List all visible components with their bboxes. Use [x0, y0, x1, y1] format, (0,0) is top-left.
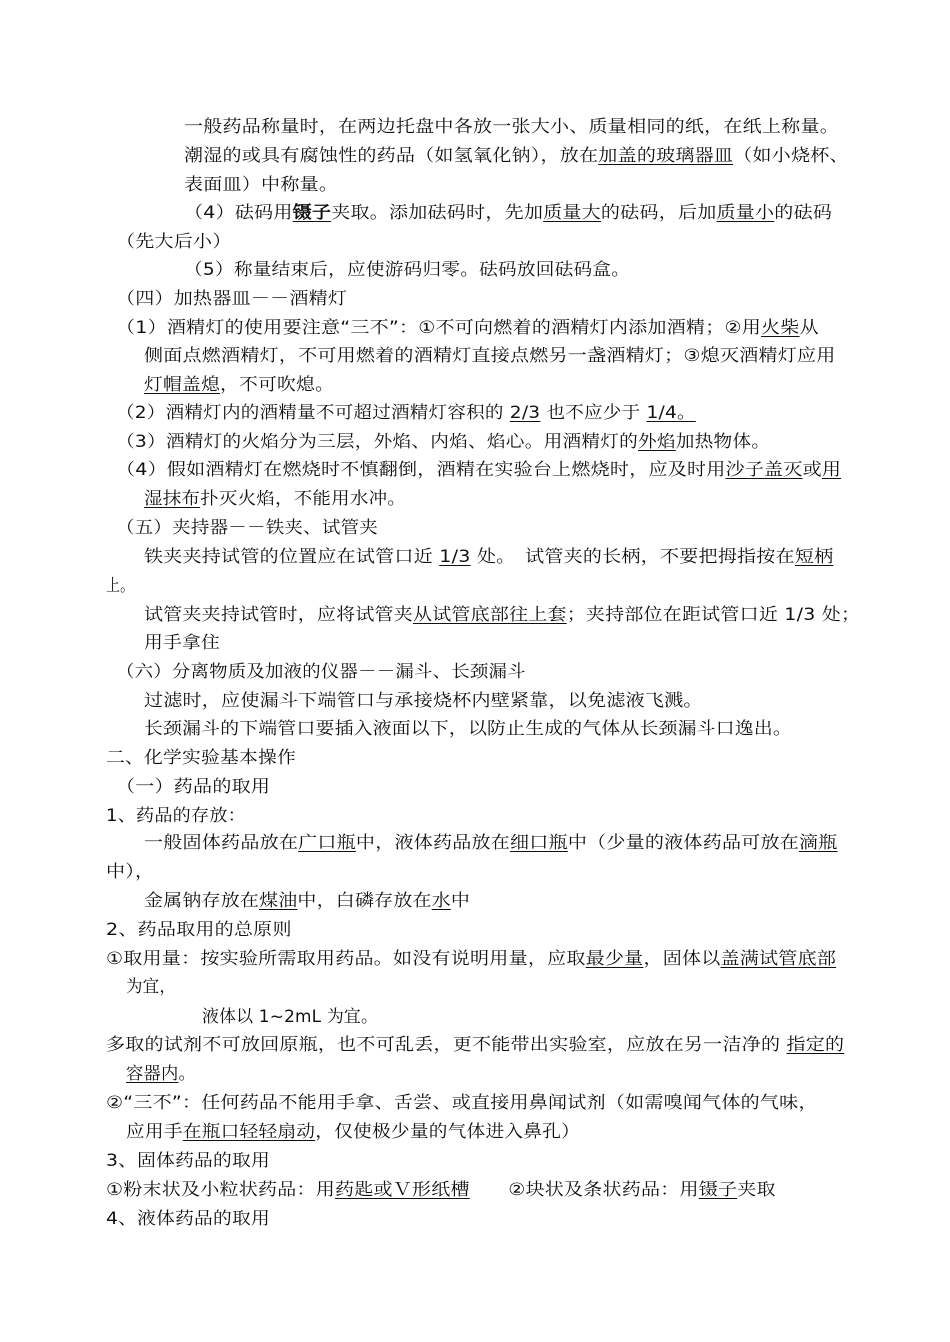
- text-segment: （如小烧杯、: [733, 146, 849, 166]
- text-line: [106, 805, 246, 827]
- text-segment: 应用手: [126, 1122, 183, 1142]
- text-line: [116, 517, 378, 539]
- text-segment: 金属钠存放在: [144, 891, 260, 911]
- text-line: [106, 919, 292, 941]
- text-segment: 夹取: [737, 1180, 776, 1200]
- text-segment: （2）酒精灯内的酒精量不可超过酒精灯容积的: [116, 403, 510, 423]
- text-line: [144, 604, 860, 626]
- text-segment: 用手拿住: [144, 633, 220, 653]
- text-line: [144, 546, 833, 568]
- text-segment: （一）药品的取用: [116, 777, 271, 797]
- underlined-text: 质量小: [716, 203, 775, 223]
- text-segment: （1）酒精灯的使用要注意“三不”：①不可向燃着的酒精灯内添加酒精；②用: [116, 318, 762, 338]
- text-line: [126, 1121, 580, 1143]
- text-line: [184, 145, 849, 167]
- text-segment: （5）称量结束后，应使游码归零。砝码放回砝码盒。: [184, 260, 631, 280]
- text-line: [144, 632, 220, 654]
- underlined-text: 从试管底部往上套: [412, 605, 567, 625]
- text-line: [144, 890, 470, 912]
- text-segment: ②块状及条状药品：用: [469, 1180, 699, 1200]
- text-line: [126, 976, 176, 998]
- text-segment: 处。 试管夹的长柄，不要把拇指按在: [470, 547, 795, 567]
- text-line: [144, 690, 703, 712]
- text-segment: ①粉末状及小粒状药品：用: [106, 1180, 335, 1200]
- text-line: [144, 488, 406, 510]
- text-segment: ，固体以: [643, 949, 721, 969]
- text-line: [106, 1092, 818, 1114]
- text-line: [144, 718, 792, 740]
- text-line: [116, 231, 232, 253]
- text-line: [106, 1034, 844, 1056]
- text-segment: 4、液体药品的取用: [106, 1209, 270, 1229]
- text-segment: （六）分离物质及加液的仪器－－漏斗、长颈漏斗: [116, 662, 526, 682]
- text-segment: 试管夹夹持试管时，应将试管夹: [144, 605, 413, 625]
- underlined-text: 湿抹布: [144, 489, 201, 509]
- text-segment: （4）假如酒精灯在燃烧时不慎翻倒，酒精在实验台上燃烧时，应及时用: [116, 460, 726, 480]
- text-line: [202, 1006, 378, 1028]
- underlined-text: 盖满试管底部: [720, 949, 837, 969]
- text-segment: 为宜，: [126, 977, 177, 997]
- text-segment: ，不可吹熄。: [220, 375, 335, 395]
- text-line: [116, 431, 770, 453]
- underlined-text: 1/4。: [646, 403, 696, 423]
- underlined-text: 火柴: [761, 318, 800, 338]
- underlined-text: 指定的: [786, 1035, 845, 1055]
- underlined-text: 镊子: [292, 203, 332, 223]
- text-line: [184, 202, 832, 224]
- underlined-text: 滴瓶: [799, 833, 838, 853]
- underlined-text: 外焰: [638, 432, 676, 452]
- text-segment: 的砝码，后加: [600, 203, 717, 223]
- text-segment: ，仅使极少量的气体进入鼻孔）: [315, 1122, 581, 1142]
- text-segment: 侧面点燃酒精灯，不可用燃着的酒精灯直接点燃另一盏酒精灯；③熄灭酒精灯应用: [144, 346, 836, 366]
- text-segment: 1、药品的存放：: [106, 806, 246, 826]
- text-segment: 中），: [106, 862, 155, 882]
- text-line: [106, 1150, 270, 1172]
- text-line: [116, 288, 347, 310]
- text-line: [116, 661, 526, 683]
- underlined-text: 1/3: [439, 547, 471, 567]
- text-line: [116, 317, 819, 339]
- text-segment: 潮湿的或具有腐蚀性的药品（如氢氧化钠），放在: [184, 146, 599, 166]
- underlined-text: 镊子: [698, 1180, 738, 1200]
- underlined-text: 广口瓶: [298, 833, 356, 853]
- text-line: [106, 948, 836, 970]
- text-segment: 中（少量的液体药品可放在: [567, 833, 800, 853]
- underlined-text: 加盖的玻璃器皿: [598, 146, 734, 166]
- text-segment: 液体以 1~2mL 为宜。: [202, 1007, 379, 1027]
- text-segment: 中: [450, 891, 471, 911]
- text-segment: （四）加热器皿－－酒精灯: [116, 289, 348, 309]
- text-segment: 上。: [106, 576, 135, 596]
- text-segment: 从: [799, 318, 819, 338]
- text-line: [126, 1063, 196, 1085]
- text-segment: ①取用量：按实验所需取用药品。如没有说明用量，应取: [106, 949, 586, 969]
- text-line: [116, 402, 696, 424]
- text-line: [184, 259, 630, 281]
- underlined-text: 容器内: [126, 1064, 179, 1084]
- text-segment: 中，液体药品放在: [355, 833, 511, 853]
- text-line: [144, 345, 836, 367]
- text-segment: 的砝码: [774, 203, 833, 223]
- text-segment: （3）酒精灯的火焰分为三层，外焰、内焰、焰心。用酒精灯的: [116, 432, 639, 452]
- text-segment: ②“三不”：任何药品不能用手拿、舌尝、或直接用鼻闻试剂（如需嗅闻气体的气味，: [106, 1093, 818, 1113]
- text-segment: 二、化学实验基本操作: [106, 748, 297, 768]
- text-segment: 也不应少于: [540, 403, 647, 423]
- text-segment: 一般固体药品放在: [144, 833, 299, 853]
- text-segment: 表面皿）中称量。: [184, 175, 339, 195]
- text-line: [106, 1208, 270, 1230]
- text-line: [144, 832, 838, 854]
- underlined-text: 在瓶口轻轻扇动: [182, 1122, 316, 1142]
- underlined-text: 短柄: [794, 547, 834, 567]
- text-segment: （五）夹持器－－铁夹、试管夹: [116, 518, 379, 538]
- text-segment: 扑灭火焰，不能用水冲。: [200, 489, 407, 509]
- underlined-text: 用: [821, 460, 842, 480]
- text-segment: 长颈漏斗的下端管口要插入液面以下，以防止生成的气体从长颈漏斗口逸出。: [144, 719, 792, 739]
- underlined-text: 质量大: [543, 203, 601, 223]
- underlined-text: 灯帽盖熄: [144, 375, 221, 395]
- text-line: [184, 116, 839, 138]
- text-line: [116, 776, 270, 798]
- text-segment: 或: [802, 460, 822, 480]
- text-line: [116, 459, 841, 481]
- underlined-text: 最少量: [585, 949, 644, 969]
- underlined-text: 细口瓶: [510, 833, 568, 853]
- text-segment: 加热物体。: [675, 432, 771, 452]
- text-line: [106, 747, 296, 769]
- text-line: [184, 174, 338, 196]
- underlined-text: 药匙或Ｖ形纸槽: [334, 1180, 470, 1200]
- text-segment: 铁夹夹持试管的位置应在试管口近: [144, 547, 440, 567]
- text-line: [106, 1179, 776, 1201]
- text-segment: 中，白磷存放在: [297, 891, 432, 911]
- text-segment: 2、药品取用的总原则: [106, 920, 292, 940]
- text-segment: 多取的试剂不可放回原瓶，也不可乱丢，更不能带出实验室，应放在另一洁净的: [106, 1035, 787, 1055]
- text-segment: 过滤时，应使漏斗下端管口与承接烧杯内壁紧靠，以免滤液飞溅。: [144, 691, 703, 711]
- text-segment: （先大后小）: [116, 232, 232, 252]
- underlined-text: 沙子盖灭: [725, 460, 803, 480]
- text-line: [106, 861, 154, 883]
- text-segment: 3、固体药品的取用: [106, 1151, 270, 1171]
- underlined-text: 2/3: [509, 403, 541, 423]
- text-line: [106, 575, 134, 597]
- text-segment: （4）砝码用: [184, 203, 293, 223]
- text-segment: 夹取。添加砝码时，先加: [331, 203, 544, 223]
- text-segment: ；夹持部位在距试管口近 1/3 处；: [566, 605, 861, 625]
- text-segment: 一般药品称量时，在两边托盘中各放一张大小、质量相同的纸，在纸上称量。: [184, 117, 839, 137]
- underlined-text: 煤油: [259, 891, 298, 911]
- underlined-text: 水: [431, 891, 451, 911]
- text-line: [144, 374, 334, 396]
- text-segment: 。: [178, 1064, 196, 1084]
